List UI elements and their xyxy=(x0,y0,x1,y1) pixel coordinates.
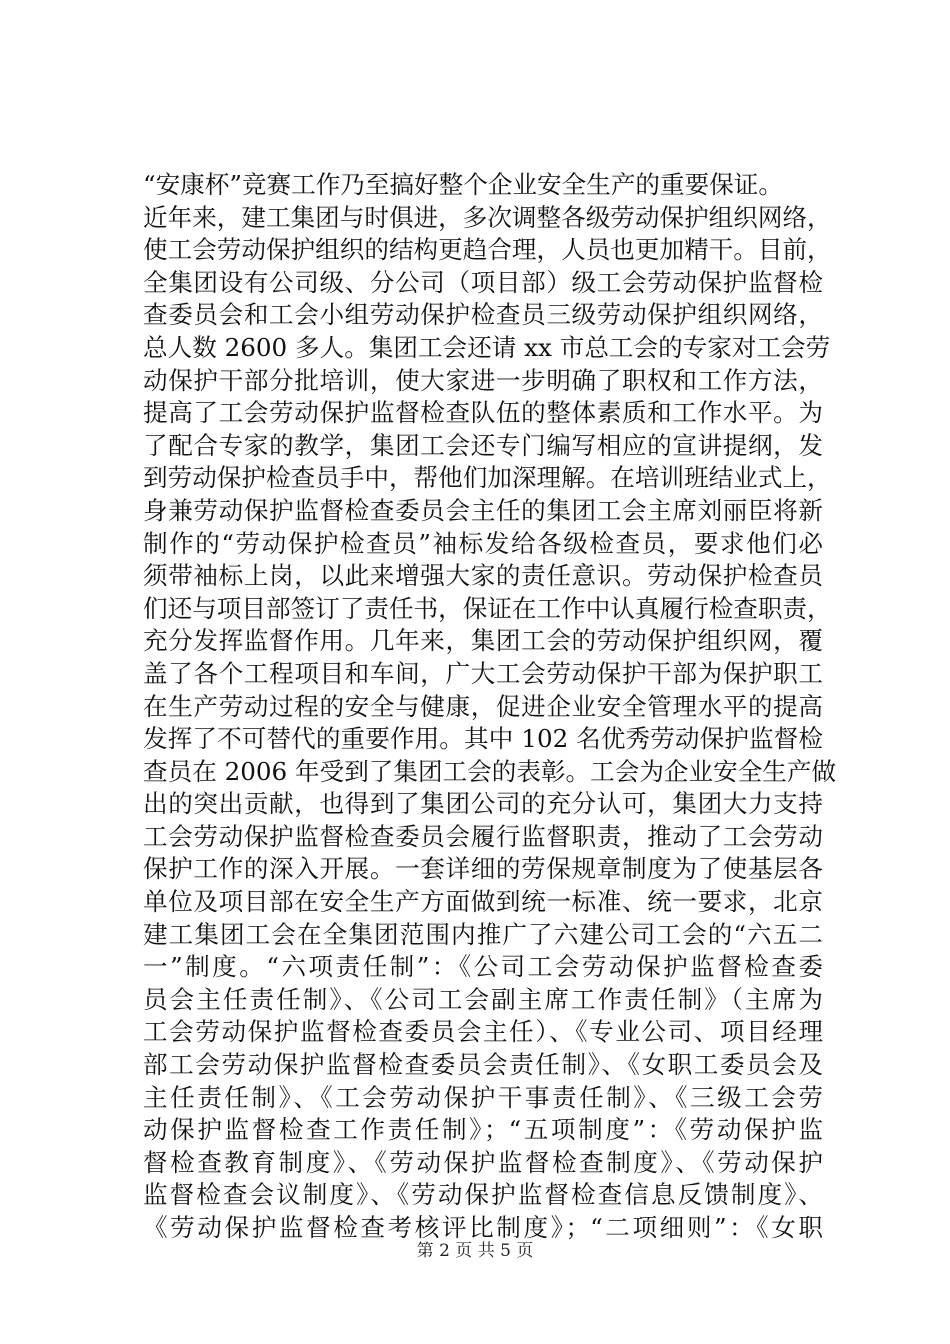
text-line: 盖了各个工程项目和车间，广大工会劳动保护干部为保护职工 xyxy=(143,658,823,688)
body-paragraph xyxy=(143,169,837,1245)
text-line: 工会劳动保护监督检查委员会主任）、《专业公司、项目经理 xyxy=(143,1017,823,1047)
text-line: 员会主任责任制》、《公司工会副主席工作责任制》（主席为 xyxy=(143,984,823,1014)
text-line: 发挥了不可替代的重要作用。其中 102 名优秀劳动保护监督检 xyxy=(143,724,823,754)
text-line: 制作的“劳动保护检查员”袖标发给各级检查员，要求他们必 xyxy=(143,528,823,558)
text-line: 出的突出贡献，也得到了集团公司的充分认可，集团大力支持 xyxy=(143,789,823,819)
text-line: 近年来，建工集团与时俱进，多次调整各级劳动保护组织网络， xyxy=(143,202,832,232)
text-line: 保护工作的深入开展。一套详细的劳保规章制度为了使基层各 xyxy=(143,854,823,884)
text-line: 在生产劳动过程的安全与健康，促进企业安全管理水平的提高 xyxy=(143,691,823,721)
text-line: 查员在 2006 年受到了集团工会的表彰。工会为企业安全生产做 xyxy=(143,756,837,786)
text-line: 动保护监督检查工作责任制》；“五项制度”：《劳动保护监 xyxy=(143,1115,823,1145)
text-line: 到劳动保护检查员手中，帮他们加深理解。在培训班结业式上， xyxy=(143,463,832,493)
text-line: 《劳动保护监督检查考核评比制度》；“二项细则”：《女职 xyxy=(143,1213,823,1242)
text-line: 督检查教育制度》、《劳动保护监督检查制度》、《劳动保护 xyxy=(143,1147,823,1177)
text-line: 一”制度。“六项责任制”：《公司工会劳动保护监督检查委 xyxy=(143,952,823,982)
text-line: 们还与项目部签订了责任书，保证在工作中认真履行检查职责， xyxy=(143,593,832,623)
text-line: 使工会劳动保护组织的结构更趋合理，人员也更加精干。目前， xyxy=(143,235,832,265)
text-line: 工会劳动保护监督检查委员会履行监督职责，推动了工会劳动 xyxy=(143,821,823,851)
text-line: 查委员会和工会小组劳动保护检查员三级劳动保护组织网络， xyxy=(143,300,823,330)
text-line: 了配合专家的教学，集团工会还专门编写相应的宣讲提纲，发 xyxy=(143,430,823,460)
text-line: 全集团设有公司级、分公司（项目部）级工会劳动保护监督检 xyxy=(143,267,823,297)
text-line: 主任责任制》、《工会劳动保护干事责任制》、《三级工会劳 xyxy=(143,1082,823,1112)
text-line: 身兼劳动保护监督检查委员会主任的集团工会主席刘丽臣将新 xyxy=(143,495,823,525)
text-line: 部工会劳动保护监督检查委员会责任制》、《女职工委员会及 xyxy=(143,1050,823,1080)
text-line: 总人数 2600 多人。集团工会还请 xx 市总工会的专家对工会劳 xyxy=(143,332,831,362)
text-line: “安康杯”竞赛工作乃至搞好整个企业安全生产的重要保证。 xyxy=(143,170,783,199)
text-line: 建工集团工会在全集团范围内推广了六建公司工会的“六五二 xyxy=(143,919,823,949)
text-line: 监督检查会议制度》、《劳动保护监督检查信息反馈制度》、 xyxy=(143,1180,823,1210)
text-line: 单位及项目部在安全生产方面做到统一标准、统一要求，北京 xyxy=(143,887,823,917)
page-number-footer: 第 2 页 共 5 页 xyxy=(416,1241,534,1261)
text-line: 充分发挥监督作用。几年来，集团工会的劳动保护组织网，覆 xyxy=(143,626,823,656)
text-line: 须带袖标上岗，以此来增强大家的责任意识。劳动保护检查员 xyxy=(143,561,823,591)
text-line: 动保护干部分批培训，使大家进一步明确了职权和工作方法， xyxy=(143,365,823,395)
text-line: 提高了工会劳动保护监督检查队伍的整体素质和工作水平。为 xyxy=(143,398,823,428)
